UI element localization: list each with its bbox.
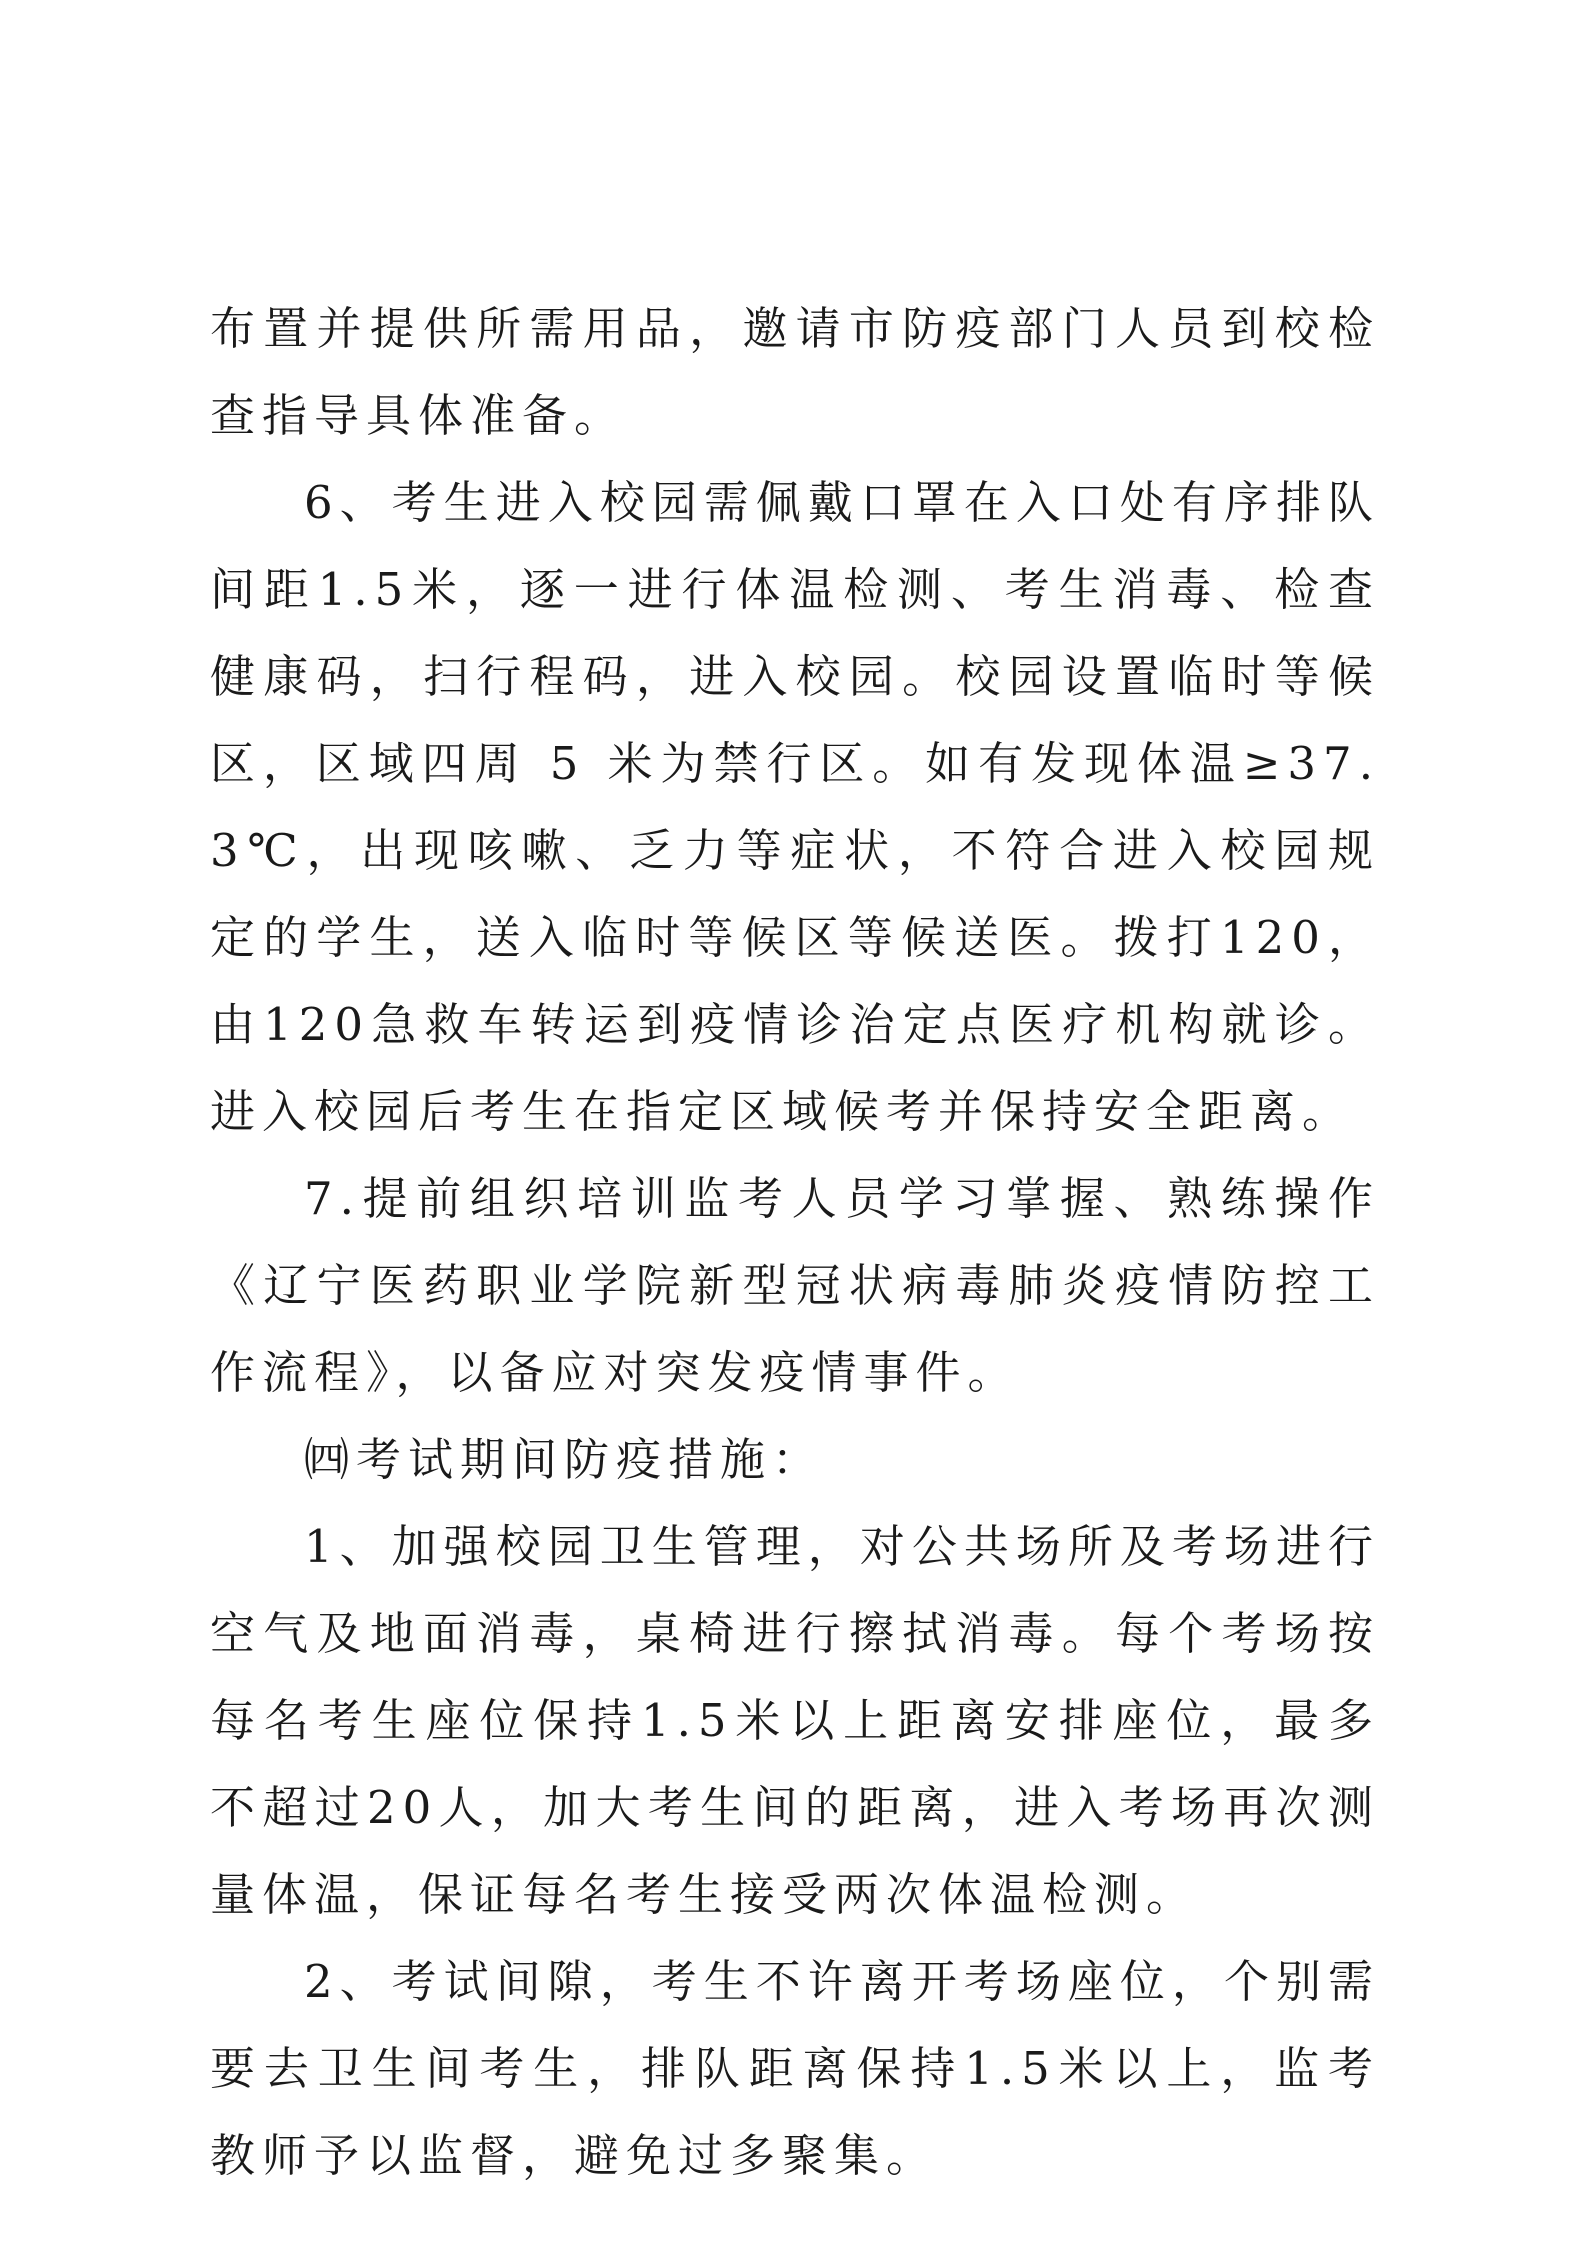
paragraph-item-6-entry-screening: 6、考生进入校园需佩戴口罩在入口处有序排队间距1.5米，逐一进行体温检测、考生消毒、检查健康码，扫行程码，进入校园。校园设置临时等候区，区域四周 5 米为禁行区。如有发现体温≥37.3℃，出现咳嗽、乏力等症状，不符合进入校园规定的学生，送入临时等候区等候送医。拨打120，由120急救车转运到疫情诊治定点医疗机构就诊。进入校园后考生在指定区域候考并保持安全距离。 [210, 476, 1380, 1138]
paragraph-item-2-exam-breaks: 2、考试间隙，考生不许离开考场座位，个别需要去卫生间考生，排队距离保持1.5米以上，监考教师予以监督，避免过多聚集。 [210, 1955, 1380, 2182]
paragraph-item-1-campus-hygiene: 1、加强校园卫生管理，对公共场所及考场进行空气及地面消毒，桌椅进行擦拭消毒。每个考场按每名考生座位保持1.5米以上距离安排座位，最多不超过20人，加大考生间的距离，进入考场再次测量体温，保证每名考生接受两次体温检测。 [210, 1520, 1380, 1921]
document-body [210, 285, 1380, 2199]
section-heading-exam-period-measures: ㈣考试期间防疫措施： [304, 1433, 825, 1486]
paragraph-preparation-end: 布置并提供所需用品，邀请市防疫部门人员到校检查指导具体准备。 [210, 302, 1380, 442]
paragraph-item-7-staff-training: 7.提前组织培训监考人员学习掌握、熟练操作《辽宁医药职业学院新型冠状病毒肺炎疫情防控工作流程》，以备应对突发疫情事件。 [210, 1172, 1380, 1399]
